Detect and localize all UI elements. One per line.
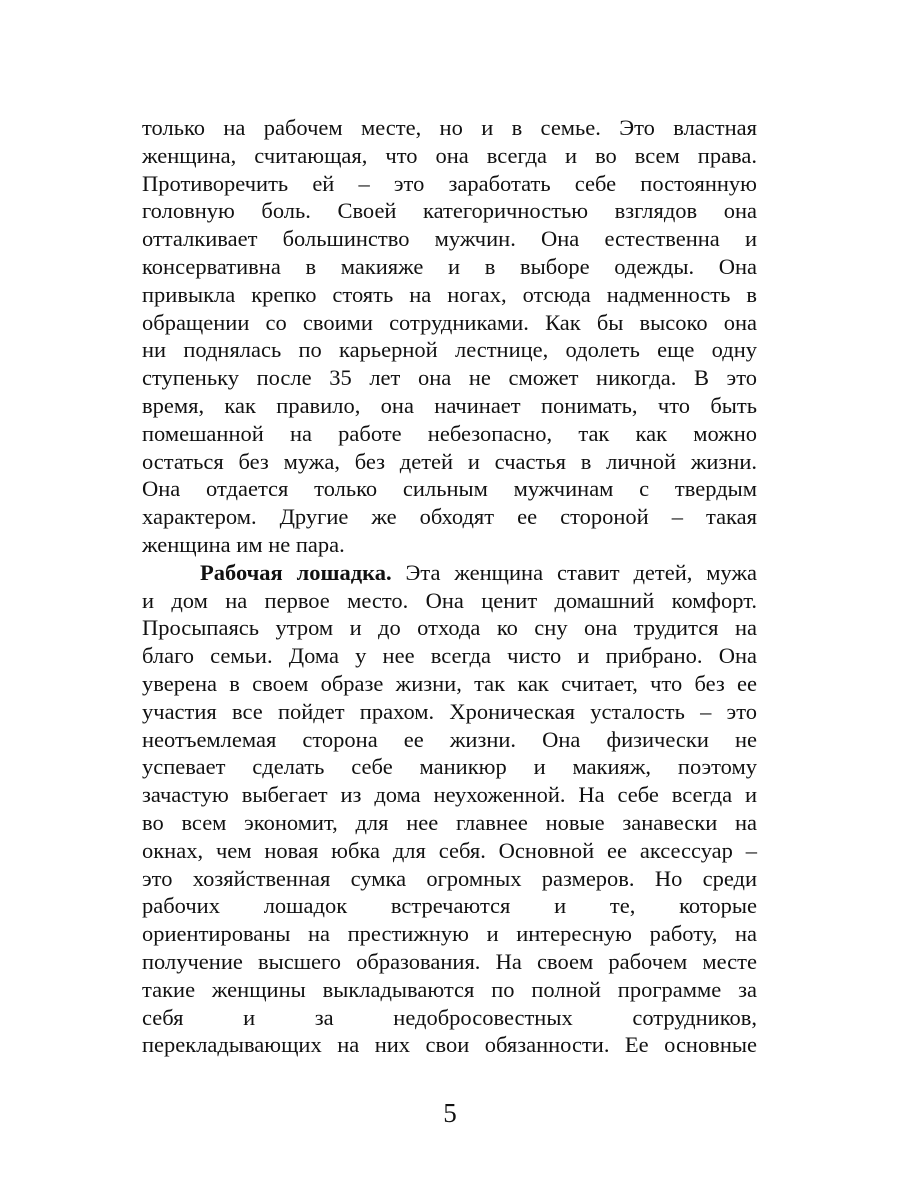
- text-line: головную боль. Своей категоричностью взглядов она: [142, 198, 757, 224]
- text-line: женщина им не пара.: [142, 531, 345, 557]
- text-line: и дом на первое место. Она ценит домашний комфорт.: [142, 587, 757, 613]
- text-line: Просыпаясь утром и до отхода ко сну она трудится на: [142, 615, 757, 641]
- first-line-text: Эта женщина ставит детей, мужа: [391, 559, 757, 585]
- text-line: ступеньку после 35 лет она не сможет никогда. В это: [142, 365, 757, 391]
- text-line: получение высшего образования. На своем рабочем месте: [142, 948, 757, 974]
- page-body: [142, 114, 757, 1059]
- text-line: успевает сделать себе маникюр и макияж, поэтому: [142, 754, 757, 780]
- text-line: Противоречить ей – это заработать себе постоянную: [142, 170, 757, 196]
- section-heading: Рабочая лошадка.: [200, 559, 392, 585]
- paragraph-2: [142, 559, 757, 1059]
- text-line: перекладывающих на них свои обязанности. Ее основные: [142, 1032, 757, 1058]
- text-line: ориентированы на престижную и интересную работу, на: [142, 921, 757, 947]
- text-line: привыкла крепко стоять на ногах, отсюда надменность в: [142, 281, 757, 307]
- text-line: уверена в своем образе жизни, так как считает, что без ее: [142, 670, 757, 696]
- text-line: остаться без мужа, без детей и счастья в личной жизни.: [142, 448, 757, 474]
- text-line: время, как правило, она начинает понимать, что быть: [142, 392, 757, 418]
- text-line: характером. Другие же обходят ее стороной – такая: [142, 504, 757, 530]
- text-line: обращении со своими сотрудниками. Как бы высоко она: [142, 309, 757, 335]
- text-line: рабочих лошадок встречаются и те, которые: [142, 893, 757, 919]
- text-line: окнах, чем новая юбка для себя. Основной ее аксессуар –: [142, 837, 757, 863]
- text-line: такие женщины выкладываются по полной программе за: [142, 976, 757, 1002]
- text-line: отталкивает большинство мужчин. Она естественна и: [142, 226, 757, 252]
- text-line: неотъемлемая сторона ее жизни. Она физически не: [142, 726, 757, 752]
- text-line: себя и за недобросовестных сотрудников,: [142, 1004, 757, 1030]
- text-line: участия все пойдет прахом. Хроническая усталость – это: [142, 698, 757, 724]
- page-number: 5: [443, 1098, 457, 1128]
- text-line: зачастую выбегает из дома неухоженной. На себе всегда и: [142, 782, 757, 808]
- text-line: ни поднялась по карьерной лестнице, одолеть еще одну: [142, 337, 757, 363]
- text-line: помешанной на работе небезопасно, так как можно: [142, 420, 757, 446]
- paragraph-first-line: [142, 559, 757, 587]
- text-line: благо семьи. Дома у нее всегда чисто и прибрано. Она: [142, 643, 757, 669]
- text-line: только на рабочем месте, но и в семье. Это властная: [142, 115, 757, 140]
- text-line: консервативна в макияже и в выборе одежды. Она: [142, 253, 757, 279]
- text-line: женщина, считающая, что она всегда и во всем права.: [142, 142, 757, 168]
- text-line: во всем экономит, для нее главнее новые занавески на: [142, 809, 757, 835]
- text-line: это хозяйственная сумка огромных размеров. Но среди: [142, 865, 757, 891]
- paragraph-1: [142, 114, 757, 559]
- text-line: Она отдается только сильным мужчинам с твердым: [142, 476, 757, 502]
